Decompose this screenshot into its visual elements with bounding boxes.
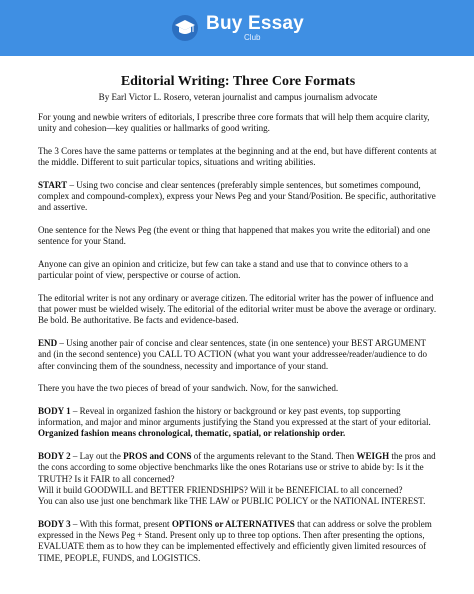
start-label: START — [38, 179, 68, 190]
paragraph-stand: Anyone can give an opinion and criticize, but few can take a stand and use that to convince others to a particular point of view, perspective or course of action. — [38, 258, 409, 281]
paragraph-end — [38, 338, 438, 372]
paragraph-start — [38, 180, 438, 214]
body2-text-c: the pros and the cons according to some objective benchmarks like the ones Rotarians use or strive to abide by: Is it the TRUTH? Is it FAIR to all concerned? — [38, 450, 436, 484]
body2-pros: PROS and CONS — [123, 450, 192, 461]
paragraph-body1 — [38, 406, 438, 440]
document-title: Editorial Writing: Three Core Formats — [120, 74, 356, 89]
body3-options: OPTIONS or ALTERNATIVES — [171, 518, 295, 529]
body2-label: BODY 2 — [38, 450, 71, 461]
start-text: – Using two concise and clear sentences (preferably simple sentences, but sometimes compound, complex and compound-complex), express your News Peg and your Stand/Position. Be specific, authoritative and assertive. — [38, 179, 436, 213]
paragraph-body2 — [38, 451, 438, 507]
body2-line3: You can also use just one benchmark like THE LAW or PUBLIC POLICY or the NATIONAL INTEREST. — [38, 496, 426, 507]
paragraph-writer: The editorial writer is not any ordinary or average citizen. The editorial writer has the power of influence and that power must be wielded wisely. The editorial of the editorial writer must be above the average or ordinary. Be bold. Be authoritative. Be facts and evidence-based. — [38, 292, 437, 326]
body1-text: – Reveal in organized fashion the history or background or key past events, top supporting information, and major and minor arguments justifying the Stand you expressed at the start of your editorial. — [38, 405, 431, 428]
paragraph-sandwich: There you have the two pieces of bread of your sandwich. Now, for the sanwiched. — [38, 383, 339, 394]
document-body — [38, 74, 438, 564]
graduation-cap-icon — [170, 13, 200, 43]
body2-weigh: WEIGH — [356, 450, 390, 461]
body2-text-a: – Lay out the — [70, 450, 124, 461]
paragraph-intro: For young and newbie writers of editorials, I prescribe three core formats that will help them acquire clarity, unity and cohesion—key qualities or hallmarks of good writing. — [38, 112, 430, 134]
brand-sub: Club — [244, 33, 261, 42]
document-byline: By Earl Victor L. Rosero, veteran journalist and campus journalism advocate — [98, 92, 378, 102]
body3-label: BODY 3 — [38, 518, 71, 529]
end-label: END — [38, 337, 58, 348]
end-text: – Using another pair of concise and clear sentences, state (in one sentence) your BEST ARGUMENT and (in the second sentence) you CALL TO ACTION (what you want your addressee/reader/audience to do after convincing them of the soundness, necessity and importance of your stand. — [38, 337, 427, 371]
site-header — [0, 0, 474, 56]
body1-label: BODY 1 — [38, 405, 71, 416]
brand-name: Buy Essay — [206, 13, 304, 34]
paragraph-news-peg: One sentence for the News Peg (the event or thing that happened that makes you write the editorial) and one sentence for your Stand. — [38, 224, 431, 247]
body1-bold: Organized fashion means chronological, thematic, spatial, or relationship order. — [38, 428, 346, 439]
body3-text-a: – With this format, present — [70, 518, 172, 529]
body3-text-b: that can address or solve the problem expressed in the News Peg + Stand. Present only up to three top options. Then after presenting the options, EVALUATE them as to how they can be implemented effectively and efficiently given limited resources of TIME, PEOPLE, FUNDS, and LOGISTICS. — [38, 518, 432, 563]
brand-logo[interactable] — [170, 13, 304, 43]
paragraph-body3 — [38, 519, 438, 564]
body2-line2: Will it build GOODWILL and BETTER FRIENDSHIPS? Will it be BENEFICIAL to all concerned? — [38, 484, 403, 495]
paragraph-cores: The 3 Cores have the same patterns or templates at the beginning and at the end, but have different contents at the middle. Different to suit particular topics, situations and writing abilities. — [38, 145, 437, 168]
body2-text-b: of the arguments relevant to the Stand. Then — [191, 450, 357, 461]
